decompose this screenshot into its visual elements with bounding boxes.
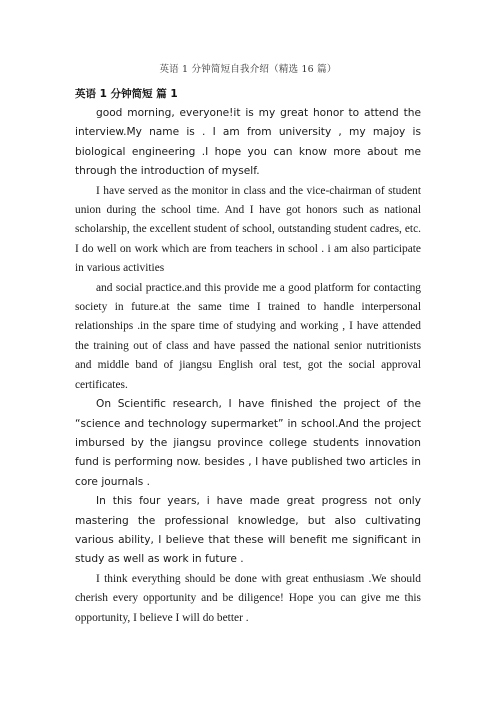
section-heading: 英语 1 分钟简短 篇 1 (75, 88, 178, 100)
document-title: 英语 1 分钟简短自我介绍（精选 16 篇） (159, 64, 337, 75)
paragraph-experience: I have served as the monitor in class and the vice-chairman of student union during the school time. And I have got honors such as national scholarship, the excellent student of school, outstanding student cadres, etc. I do well on work which are from teachers in school . i am also participate in various activities (75, 184, 421, 275)
paragraph-closing: I think everything should be done with great enthusiasm .We should cherish every opportunity and be diligence! Hope you can give me this opportunity, I believe I will do better . (75, 572, 421, 624)
paragraph-research: On Scientific research, I have finished the project of the “science and technology supermarket” in school.And the project imbursed by the jiangsu province college students innovation fund is performing now. besides , I have published two articles in core journals . (75, 398, 421, 488)
document-body (75, 104, 421, 628)
paragraph-social-practice: and social practice.and this provide me a good platform for contacting society in future.at the same time I trained to handle interpersonal relationships .in the spare time of studying and working , I have attended the training out of class and have passed the national senior nutritionists and middle band of jiangsu English oral test, got the social approval certificates. (75, 281, 421, 391)
paragraph-greeting: good morning, everyone!it is my great honor to attend the interview.My name is . I am from university , my majoy is biological engineering .I hope you can know more about me through the introduction of myself. (75, 107, 421, 178)
paragraph-progress: In this four years, i have made great progress not only mastering the professional knowledge, but also cultivating various ability, I believe that these will benefit me significant in study as well as work in future . (75, 495, 421, 566)
